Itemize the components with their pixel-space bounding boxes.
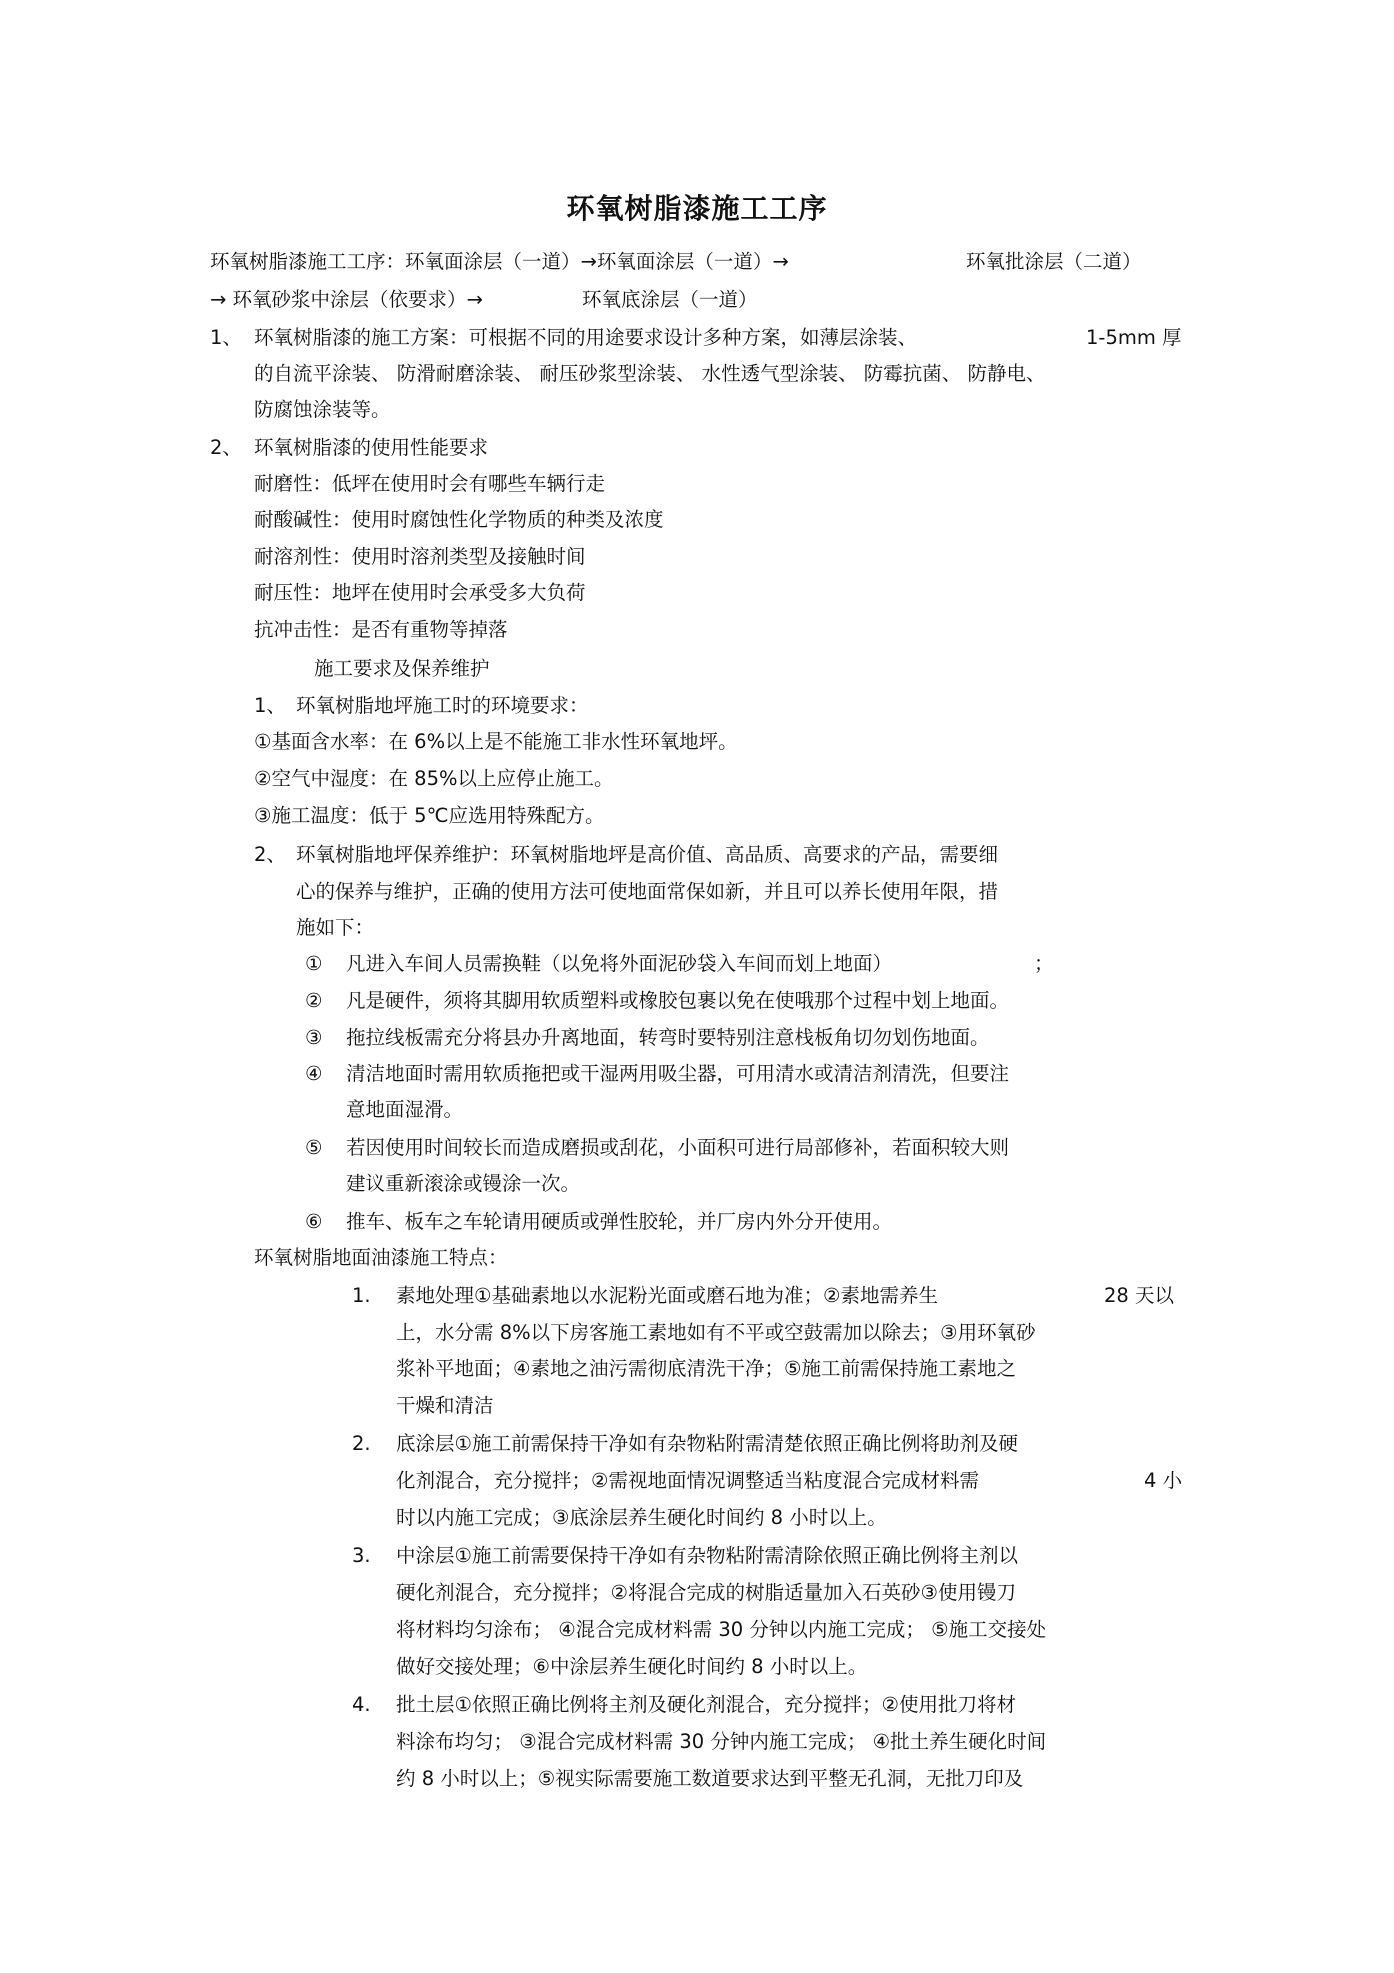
sec1-line-3: 防腐蚀涂装等。 [254, 398, 391, 421]
intro-line-2-end: 环氧底涂层（一道） [582, 288, 758, 311]
intro-line-1-end: 环氧批涂层（二道） [966, 250, 1142, 273]
feature-line-end: 4 小 [1144, 1469, 1183, 1492]
maint-s1-number: 1、 [254, 694, 286, 717]
maint-item-continued: 意地面湿滑。 [346, 1098, 464, 1121]
maint-s2-line-1: 环氧树脂地坪保养维护：环氧树脂地坪是高价值、高品质、高要求的产品，需要细 [296, 843, 999, 866]
feature-line: 料涂布均匀； ③混合完成材料需 30 分钟内施工完成； ④批土养生硬化时间 [396, 1730, 1047, 1753]
sec2-number: 2、 [210, 436, 242, 459]
maint-s1-heading: 环氧树脂地坪施工时的环境要求： [296, 694, 589, 717]
maint-item: 凡是硬件，须将其脚用软质塑料或橡胶包裹以免在使哦那个过程中划上地面。 [346, 989, 1010, 1012]
maintenance-heading: 施工要求及保养维护 [314, 657, 490, 680]
env-requirement: ①基面含水率：在 6%以上是不能施工非水性环氧地坪。 [254, 730, 738, 753]
sec1-line-2: 的自流平涂装、 防滑耐磨涂装、 耐压砂浆型涂装、 水性透气型涂装、 防霉抗菌、 防静电、 [254, 362, 1046, 385]
feature-line: 将材料均匀涂布； ④混合完成材料需 30 分钟以内施工完成； ⑤施工交接处 [396, 1618, 1047, 1641]
maint-item-number: ⑥ [305, 1210, 323, 1233]
sec2-heading: 环氧树脂漆的使用性能要求 [254, 436, 489, 459]
feature-number: 4. [352, 1693, 371, 1716]
maint-item: 凡进入车间人员需换鞋（以免将外面泥砂袋入车间而划上地面） [346, 952, 893, 975]
sec2-item: 耐酸碱性：使用时腐蚀性化学物质的种类及浓度 [254, 508, 664, 531]
feature-line: 浆补平地面；④素地之油污需彻底清洗干净；⑤施工前需保持施工素地之 [396, 1357, 1016, 1380]
feature-line: 中涂层①施工前需要保持干净如有杂物粘附需清除依照正确比例将主剂以 [396, 1544, 1018, 1567]
sec1-line-1: 环氧树脂漆的施工方案：可根据不同的用途要求设计多种方案，如薄层涂装、 [254, 326, 918, 349]
env-requirement: ②空气中湿度：在 85%以上应停止施工。 [254, 767, 614, 790]
maint-item-number: ④ [305, 1062, 323, 1085]
maint-s2-number: 2、 [254, 843, 286, 866]
feature-line: 批土层①依照正确比例将主剂及硬化剂混合，充分搅拌；②使用批刀将材 [396, 1693, 1016, 1716]
maint-item-number: ③ [305, 1026, 323, 1049]
feature-line: 上，水分需 8%以下房客施工素地如有不平或空鼓需加以除去；③用环氧砂 [396, 1321, 1036, 1344]
features-heading: 环氧树脂地面油漆施工特点： [254, 1246, 508, 1269]
sec2-item: 抗冲击性：是否有重物等掉落 [254, 618, 508, 641]
feature-line: 硬化剂混合，充分搅拌；②将混合完成的树脂适量加入石英砂③使用镘刀 [396, 1581, 1016, 1604]
maint-item: 拖拉线板需充分将县办升离地面，转弯时要特别注意栈板角切勿划伤地面。 [346, 1026, 990, 1049]
maint-item-number: ① [305, 952, 323, 975]
feature-line: 化剂混合，充分搅拌；②需视地面情况调整适当粘度混合完成材料需 [396, 1469, 979, 1492]
feature-line: 干燥和清洁 [396, 1394, 494, 1417]
feature-line: 底涂层①施工前需保持干净如有杂物粘附需清楚依照正确比例将助剂及硬 [396, 1432, 1018, 1455]
intro-line-2: → 环氧砂浆中涂层（依要求）→ [210, 288, 483, 311]
feature-number: 3. [352, 1544, 371, 1567]
feature-line: 素地处理①基础素地以水泥粉光面或磨石地为准；②素地需养生 [396, 1284, 938, 1307]
sec2-item: 耐磨性：低坪在使用时会有哪些车辆行走 [254, 472, 606, 495]
sec2-item: 耐溶剂性：使用时溶剂类型及接触时间 [254, 545, 586, 568]
feature-number: 2. [352, 1432, 371, 1455]
maint-s2-line-2: 心的保养与维护，正确的使用方法可使地面常保如新，并且可以养长使用年限，措 [296, 880, 999, 903]
sec1-line-1-end: 1-5mm 厚 [1086, 326, 1182, 349]
maint-item-number: ⑤ [305, 1136, 323, 1159]
sec2-item: 耐压性：地坪在使用时会承受多大负荷 [254, 581, 586, 604]
feature-line: 时以内施工完成；③底涂层养生硬化时间约 8 小时以上。 [396, 1506, 887, 1529]
maint-item-number: ② [305, 989, 323, 1012]
feature-number: 1. [352, 1284, 371, 1307]
intro-line-1: 环氧树脂漆施工工序：环氧面涂层（一道）→环氧面涂层（一道）→ [210, 250, 789, 273]
env-requirement: ③施工温度：低于 5℃应选用特殊配方。 [254, 804, 605, 827]
page-title: 环氧树脂漆施工工序 [566, 192, 828, 225]
maint-item: 若因使用时间较长而造成磨损或刮花，小面积可进行局部修补，若面积较大则 [346, 1136, 1010, 1159]
maint-item: 清洁地面时需用软质拖把或干湿两用吸尘器，可用清水或清洁剂清洗，但要注 [346, 1062, 1010, 1085]
feature-line-end: 28 天以 [1104, 1284, 1175, 1307]
sec1-number: 1、 [210, 326, 242, 349]
maint-item-end: ； [1034, 952, 1054, 975]
maint-item-continued: 建议重新滚涂或镘涂一次。 [346, 1172, 581, 1195]
maint-item: 推车、板车之车轮请用硬质或弹性胶轮，并厂房内外分开使用。 [346, 1210, 893, 1233]
feature-line: 做好交接处理；⑥中涂层养生硬化时间约 8 小时以上。 [396, 1655, 868, 1678]
feature-line: 约 8 小时以上；⑤视实际需要施工数道要求达到平整无孔洞，无批刀印及 [396, 1767, 1024, 1790]
maint-s2-line-3: 施如下： [296, 916, 375, 939]
